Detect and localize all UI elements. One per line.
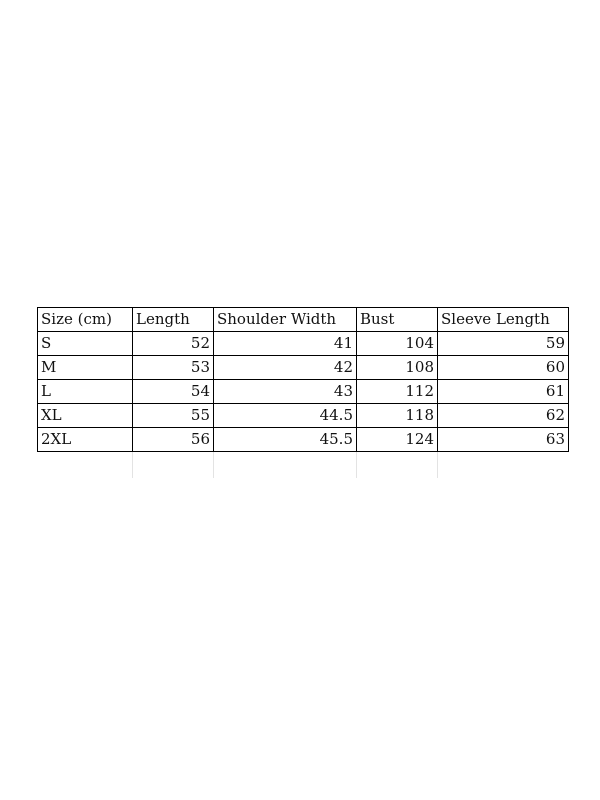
size-cell: M <box>38 356 133 380</box>
size-cell: S <box>38 332 133 356</box>
header-row <box>38 308 569 332</box>
shoulder-width-cell: 43 <box>214 380 357 404</box>
header-length: Length <box>133 308 214 332</box>
size-table <box>37 307 569 452</box>
table-row <box>38 428 569 452</box>
bust-cell: 108 <box>357 356 438 380</box>
header-size: Size (cm) <box>38 308 133 332</box>
sleeve-length-cell: 61 <box>438 380 569 404</box>
sleeve-length-cell: 63 <box>438 428 569 452</box>
size-cell: 2XL <box>38 428 133 452</box>
bust-cell: 112 <box>357 380 438 404</box>
table-row <box>38 380 569 404</box>
shoulder-width-cell: 44.5 <box>214 404 357 428</box>
sleeve-length-cell: 62 <box>438 404 569 428</box>
gridline <box>437 452 438 478</box>
sleeve-length-cell: 60 <box>438 356 569 380</box>
bust-cell: 104 <box>357 332 438 356</box>
bust-cell: 124 <box>357 428 438 452</box>
gridline <box>213 452 214 478</box>
shoulder-width-cell: 41 <box>214 332 357 356</box>
header-sleeve-length: Sleeve Length <box>438 308 569 332</box>
table-row <box>38 356 569 380</box>
gridline <box>132 452 133 478</box>
header-bust: Bust <box>357 308 438 332</box>
size-chart <box>37 307 568 452</box>
bust-cell: 118 <box>357 404 438 428</box>
size-cell: L <box>38 380 133 404</box>
table-row <box>38 404 569 428</box>
length-cell: 56 <box>133 428 214 452</box>
length-cell: 54 <box>133 380 214 404</box>
header-shoulder-width: Shoulder Width <box>214 308 357 332</box>
faint-gridlines <box>37 452 568 478</box>
gridline <box>356 452 357 478</box>
length-cell: 52 <box>133 332 214 356</box>
sleeve-length-cell: 59 <box>438 332 569 356</box>
length-cell: 55 <box>133 404 214 428</box>
length-cell: 53 <box>133 356 214 380</box>
table-row <box>38 332 569 356</box>
shoulder-width-cell: 45.5 <box>214 428 357 452</box>
size-cell: XL <box>38 404 133 428</box>
shoulder-width-cell: 42 <box>214 356 357 380</box>
